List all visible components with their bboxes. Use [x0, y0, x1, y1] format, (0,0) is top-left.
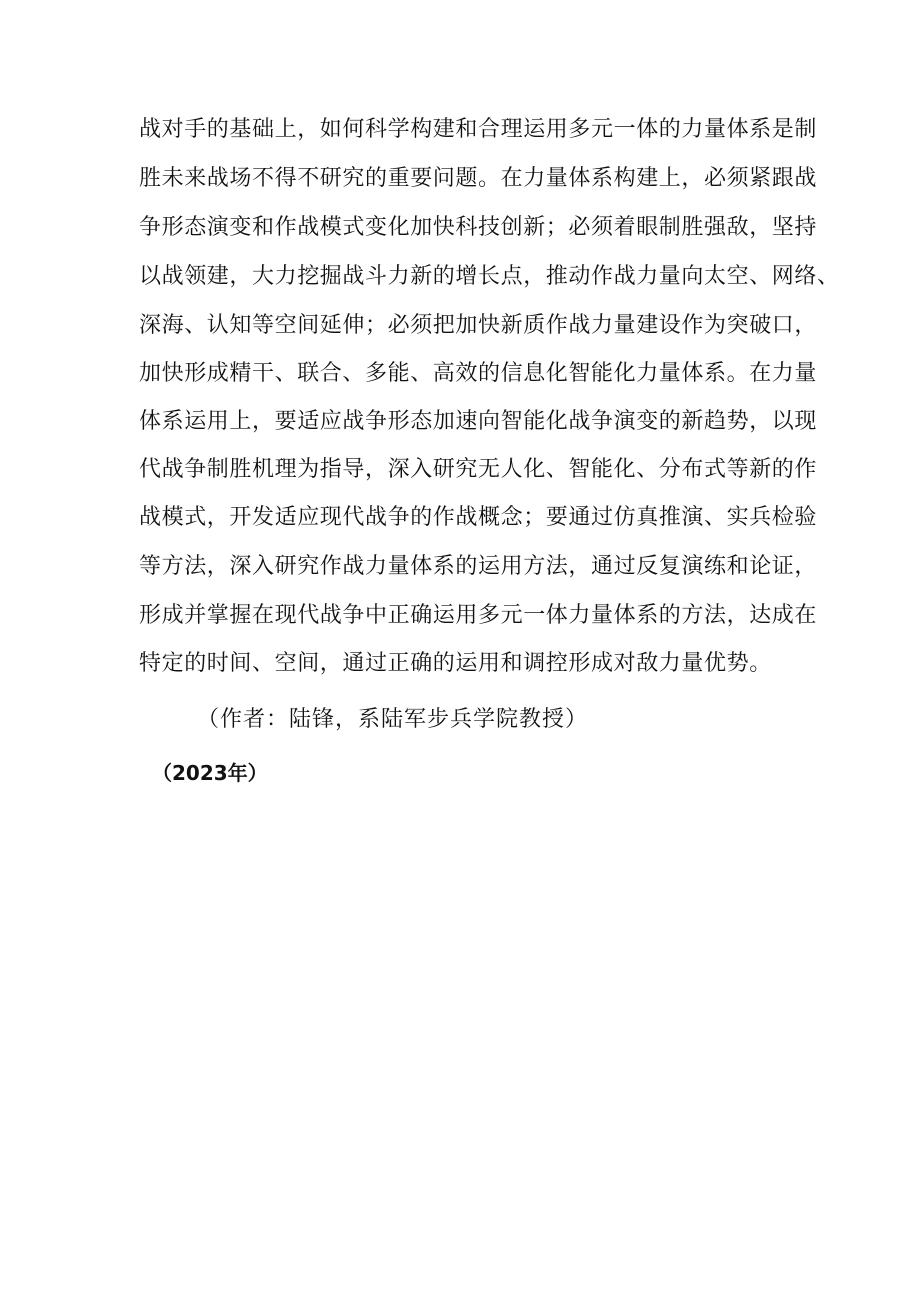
- paragraph-line: 深海、认知等空间延伸；必须把加快新质作战力量建设作为突破口，: [139, 313, 818, 338]
- paragraph-line: 体系运用上，要适应战争形态加速向智能化战争演变的新趋势，以现: [139, 409, 818, 434]
- paragraph-line: 争形态演变和作战模式变化加快科技创新；必须着眼制胜强敌，坚持: [139, 215, 818, 240]
- paragraph-line: 以战领建，大力挖掘战斗力新的增长点，推动作战力量向太空、网络、: [139, 264, 840, 289]
- paragraph-line: 等方法，深入研究作战力量体系的运用方法，通过反复演练和论证，: [139, 554, 818, 579]
- paragraph-line: 战对手的基础上，如何科学构建和合理运用多元一体的力量体系是制: [139, 117, 818, 142]
- paragraph-line: 代战争制胜机理为指导，深入研究无人化、智能化、分布式等新的作: [139, 457, 818, 482]
- publication-year: （2023年）: [152, 761, 268, 785]
- paragraph-line: 胜未来战场不得不研究的重要问题。在力量体系构建上，必须紧跟战: [139, 166, 818, 191]
- paragraph-line: 战模式，开发适应现代战争的作战概念；要通过仿真推演、实兵检验: [139, 505, 818, 530]
- paragraph-line: 形成并掌握在现代战争中正确运用多元一体力量体系的方法，达成在: [139, 603, 818, 628]
- paragraph-line: 特定的时间、空间，通过正确的运用和调控形成对敌力量优势。: [139, 651, 772, 676]
- paragraph-line: 加快形成精干、联合、多能、高效的信息化智能化力量体系。在力量: [139, 361, 818, 386]
- author-byline: （作者：陆锋，系陆军步兵学院教授）: [197, 707, 589, 732]
